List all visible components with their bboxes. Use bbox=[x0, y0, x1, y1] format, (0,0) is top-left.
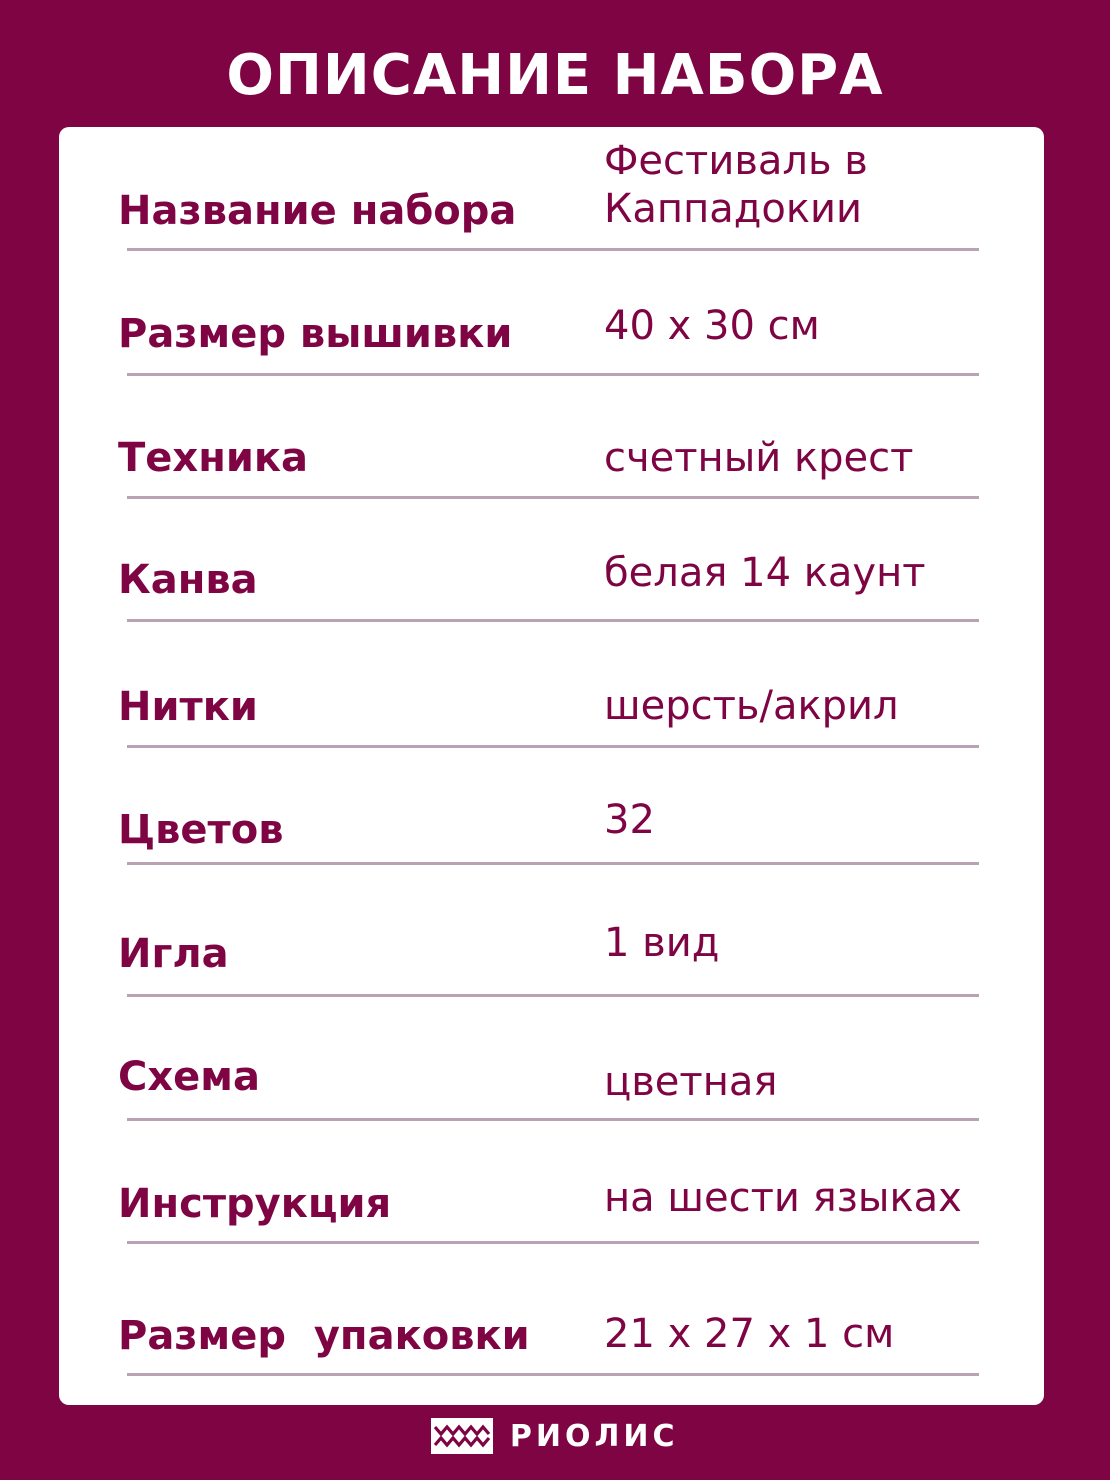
spec-label: Канва bbox=[118, 557, 258, 603]
brand-logo bbox=[0, 1418, 1110, 1454]
row-divider bbox=[127, 994, 979, 997]
spec-label: Нитки bbox=[118, 684, 258, 730]
spec-value: на шести языках bbox=[604, 1175, 962, 1221]
spec-card bbox=[59, 127, 1044, 1405]
spec-label: Игла bbox=[118, 931, 229, 977]
spec-value: 1 вид bbox=[604, 920, 720, 966]
spec-value: 32 bbox=[604, 797, 655, 843]
spec-value: счетный крест bbox=[604, 435, 914, 481]
row-divider bbox=[127, 1118, 979, 1121]
spec-value: шерсть/акрил bbox=[604, 683, 899, 729]
spec-value: цветная bbox=[604, 1059, 778, 1105]
row-divider bbox=[127, 745, 979, 748]
spec-label: Техника bbox=[118, 435, 309, 481]
spec-value: 40 x 30 см bbox=[604, 303, 820, 349]
riolis-logo-icon bbox=[431, 1418, 493, 1454]
row-divider bbox=[127, 373, 979, 376]
spec-value: белая 14 каунт bbox=[604, 550, 926, 596]
spec-label: Название набора bbox=[118, 188, 517, 234]
spec-label: Схема bbox=[118, 1054, 260, 1100]
spec-value: Фестиваль в Каппадокии bbox=[604, 138, 868, 232]
spec-label: Цветов bbox=[118, 807, 284, 853]
spec-value: 21 x 27 x 1 см bbox=[604, 1311, 895, 1357]
spec-label: Размер вышивки bbox=[118, 311, 513, 357]
row-divider bbox=[127, 862, 979, 865]
row-divider bbox=[127, 1241, 979, 1244]
row-divider bbox=[127, 1373, 979, 1376]
page-title: ОПИСАНИЕ НАБОРА bbox=[226, 43, 884, 108]
row-divider bbox=[127, 496, 979, 499]
spec-label: Инструкция bbox=[118, 1181, 392, 1227]
spec-label: Размер упаковки bbox=[118, 1313, 530, 1359]
brand-name: РИОЛИС bbox=[509, 1418, 679, 1454]
row-divider bbox=[127, 619, 979, 622]
row-divider bbox=[127, 248, 979, 251]
